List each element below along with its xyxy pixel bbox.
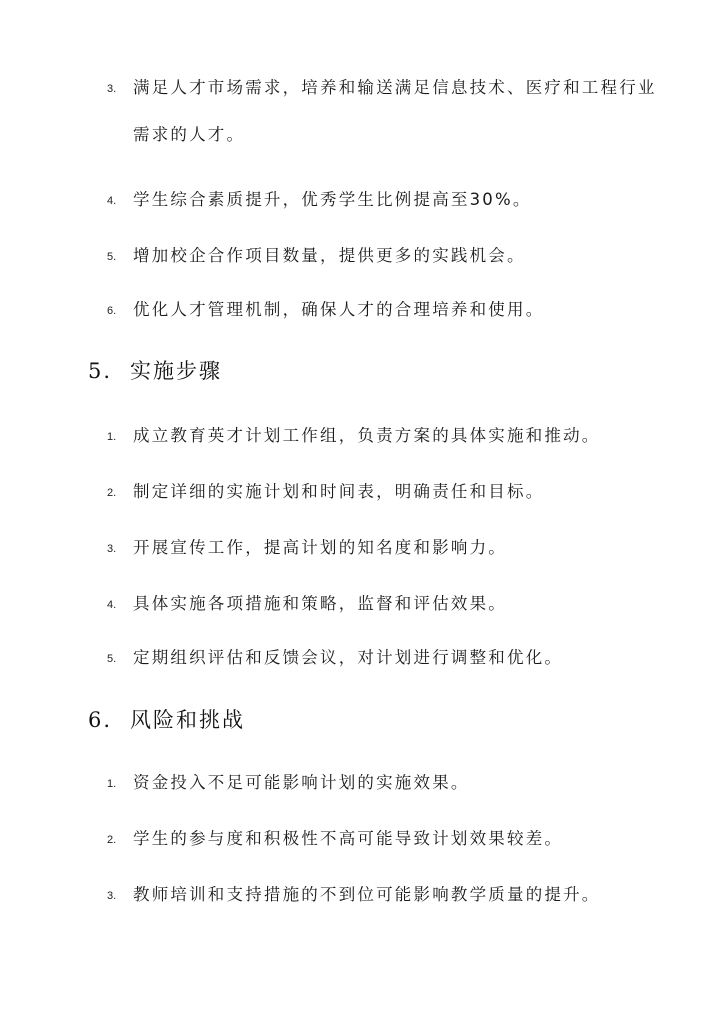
list-item — [107, 646, 660, 670]
list-item-number: 2. — [107, 487, 117, 499]
section-number: 6. — [88, 708, 113, 732]
list-item — [107, 771, 660, 795]
list-item-text: 增加校企合作项目数量，提供更多的实践机会。 — [133, 246, 526, 265]
list-item-text: 教师培训和支持措施的不到位可能影响教学质量的提升。 — [133, 885, 601, 904]
list-item — [107, 883, 660, 907]
list-item — [107, 536, 660, 560]
list-item-text: 制定详细的实施计划和时间表，明确责任和目标。 — [133, 482, 545, 501]
list-item — [107, 244, 660, 268]
list-item-text: 满足人才市场需求，培养和输送满足信息技术、医疗和工程行业需求的人才。 — [133, 78, 657, 144]
list-item-number: 1. — [107, 431, 117, 443]
list-item-number: 5. — [107, 653, 117, 665]
list-item-number: 4. — [107, 599, 117, 611]
list-item-number: 6. — [107, 305, 117, 317]
section-heading — [88, 355, 222, 385]
list-item — [107, 76, 660, 158]
list-item-number: 1. — [107, 778, 117, 790]
list-item-text: 成立教育英才计划工作组，负责方案的具体实施和推动。 — [133, 426, 601, 445]
list-item-text: 优化人才管理机制，确保人才的合理培养和使用。 — [133, 300, 545, 319]
list-item-number: 3. — [107, 83, 117, 95]
list-item-number: 5. — [107, 251, 117, 263]
section-title: 实施步骤 — [130, 359, 223, 383]
list-item-number: 3. — [107, 890, 117, 902]
section-number: 5. — [88, 359, 113, 383]
list-item — [107, 424, 660, 448]
list-item-text: 开展宣传工作，提高计划的知名度和影响力。 — [133, 538, 507, 557]
list-item-text: 定期组织评估和反馈会议，对计划进行调整和优化。 — [133, 648, 564, 667]
list-item-number: 3. — [107, 543, 117, 555]
list-item — [107, 298, 660, 322]
list-item — [107, 592, 660, 616]
list-item — [107, 188, 660, 212]
list-item-number: 2. — [107, 834, 117, 846]
list-item-text: 学生的参与度和积极性不高可能导致计划效果较差。 — [133, 829, 564, 848]
section-title: 风险和挑战 — [130, 708, 246, 732]
list-item-number: 4. — [107, 195, 117, 207]
list-item-text: 学生综合素质提升，优秀学生比例提高至30%。 — [133, 190, 532, 209]
list-item — [107, 480, 660, 504]
list-item-text: 具体实施各项措施和策略，监督和评估效果。 — [133, 594, 507, 613]
list-item-text: 资金投入不足可能影响计划的实施效果。 — [133, 773, 470, 792]
section-heading — [88, 704, 245, 734]
list-item — [107, 827, 660, 851]
